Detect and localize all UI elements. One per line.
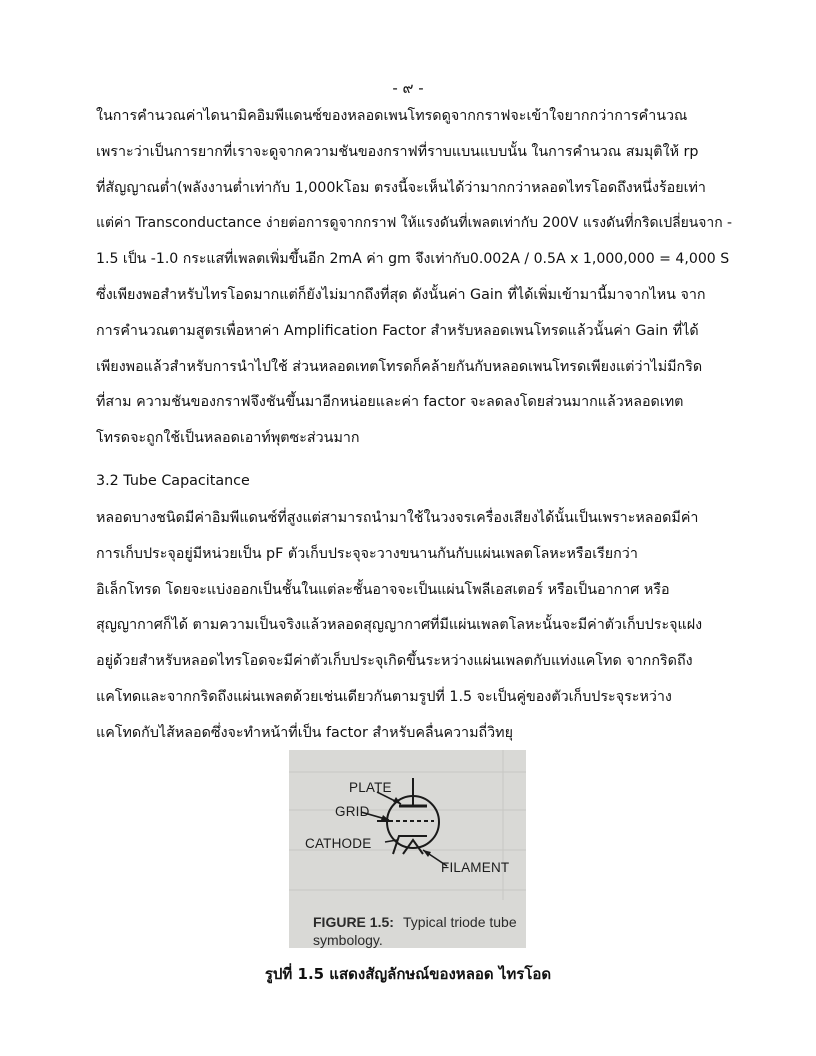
figure-caption-number: FIGURE 1.5: — [313, 914, 394, 930]
text-line: โทรดจะถูกใช้เป็นหลอดเอาท์พุตซะส่วนมาก — [96, 430, 360, 447]
section-heading: 3.2 Tube Capacitance — [96, 473, 250, 489]
text-line: แคโทดและจากกริดถึงแผ่นเพลตด้วยเช่นเดียวกันตามรูปที่ 1.5 จะเป็นคู่ของตัวเก็บประจุระหว่าง — [96, 688, 672, 705]
figure-caption-text-line2: symbology. — [313, 932, 383, 948]
figure-caption-thai: รูปที่ 1.5 แสดงสัญลักษณ์ของหลอด ไทรโอด — [264, 965, 552, 983]
plate-label: PLATE — [349, 780, 392, 795]
text-line: หลอดบางชนิดมีค่าอิมพีแดนซ์ที่สูงแต่สามารถนำมาใช้ในวงจรเครื่องเสียงได้นั้นเป็นเพราะหลอดมีค่า — [96, 510, 699, 526]
filament-label: FILAMENT — [441, 860, 510, 875]
grid-label: GRID — [335, 804, 370, 819]
page-number: - ๙ - — [392, 79, 424, 97]
text-line: เพราะว่าเป็นการยากที่เราจะดูจากความชันของกราฟที่ราบแบนแบบนั้น ในการคำนวณ สมมุติให้ rp — [96, 143, 699, 160]
text-line: แต่ค่า Transconductance ง่ายต่อการดูจากกราฟ ให้แรงดันที่เพลตเท่ากับ 200V แรงดันที่กริดเปลี่ยนจาก - — [96, 215, 733, 232]
text-line: การคำนวณตามสูตรเพื่อหาค่า Amplification Factor สำหรับหลอดเพนโทรดแล้วนั้นค่า Gain ที่ได้ — [96, 322, 699, 339]
text-line: อยู่ด้วยสำหรับหลอดไทรโอดจะมีค่าตัวเก็บประจุเกิดขึ้นระหว่างแผ่นเพลตกับแท่งแคโทด จากกริดถึง — [96, 653, 693, 670]
text-line: แคโทดกับไส้หลอดซึ่งจะทำหน้าที่เป็น factor สำหรับคลื่นความถี่วิทยุ — [96, 724, 513, 741]
figure-caption-text: Typical triode tube — [403, 914, 517, 930]
triode-figure — [289, 750, 526, 948]
text-line: ในการคำนวณค่าไดนามิคอิมพีแดนซ์ของหลอดเพนโทรดดูจากกราฟจะเข้าใจยากกว่าการคำนวณ — [96, 108, 688, 124]
text-line: สุญญากาศก็ได้ ตามความเป็นจริงแล้วหลอดสุญญากาศที่มีแผ่นเพลตโลหะนั้นจะมีค่าตัวเก็บประจุแฝง — [96, 617, 703, 634]
text-line: เพียงพอแล้วสำหรับการนำไปใช้ ส่วนหลอดเทตโทรดก็คล้ายกันกับหลอดเพนโทรดเพียงแต่ว่าไม่มีกริด — [96, 358, 703, 375]
paragraph-2 — [96, 501, 736, 752]
text-line: ซึ่งเพียงพอสำหรับไทรโอดมากแต่ก็ยังไม่มากถึงที่สุด ดังนั้นค่า Gain ที่ได้เพิ่มเข้ามานี้มาจากไหน จาก — [96, 286, 706, 303]
text-line: อิเล็กโทรด โดยจะแบ่งออกเป็นชั้นในแต่ละชั้นอาจจะเป็นแผ่นโพลีเอสเตอร์ หรือเป็นอากาศ หรือ — [96, 581, 670, 598]
paragraph-1 — [96, 99, 736, 457]
text-line: ที่สัญญาณต่ำ(พลังงานต่ำเท่ากับ 1,000kโอม ตรงนี้จะเห็นได้ว่ามากกว่าหลอดไทรโอดถึงหนึ่งร้อยเท่า — [96, 179, 706, 196]
text-line: การเก็บประจุอยู่มีหน่วยเป็น pF ตัวเก็บประจุจะวางขนานกันกับแผ่นเพลตโลหะหรือเรียกว่า — [96, 545, 638, 562]
cathode-label: CATHODE — [305, 836, 372, 851]
text-line: 1.5 เป็น -1.0 กระแสที่เพลตเพิ่มขึ้นอีก 2mA ค่า gm จึงเท่ากับ0.002A / 0.5A x 1,000,000 = 4,000 S — [96, 251, 730, 268]
text-line: ที่สาม ความชันของกราฟจึงชันขึ้นมาอีกหน่อยและค่า factor จะลดลงโดยส่วนมากแล้วหลอดเทต — [96, 394, 684, 411]
